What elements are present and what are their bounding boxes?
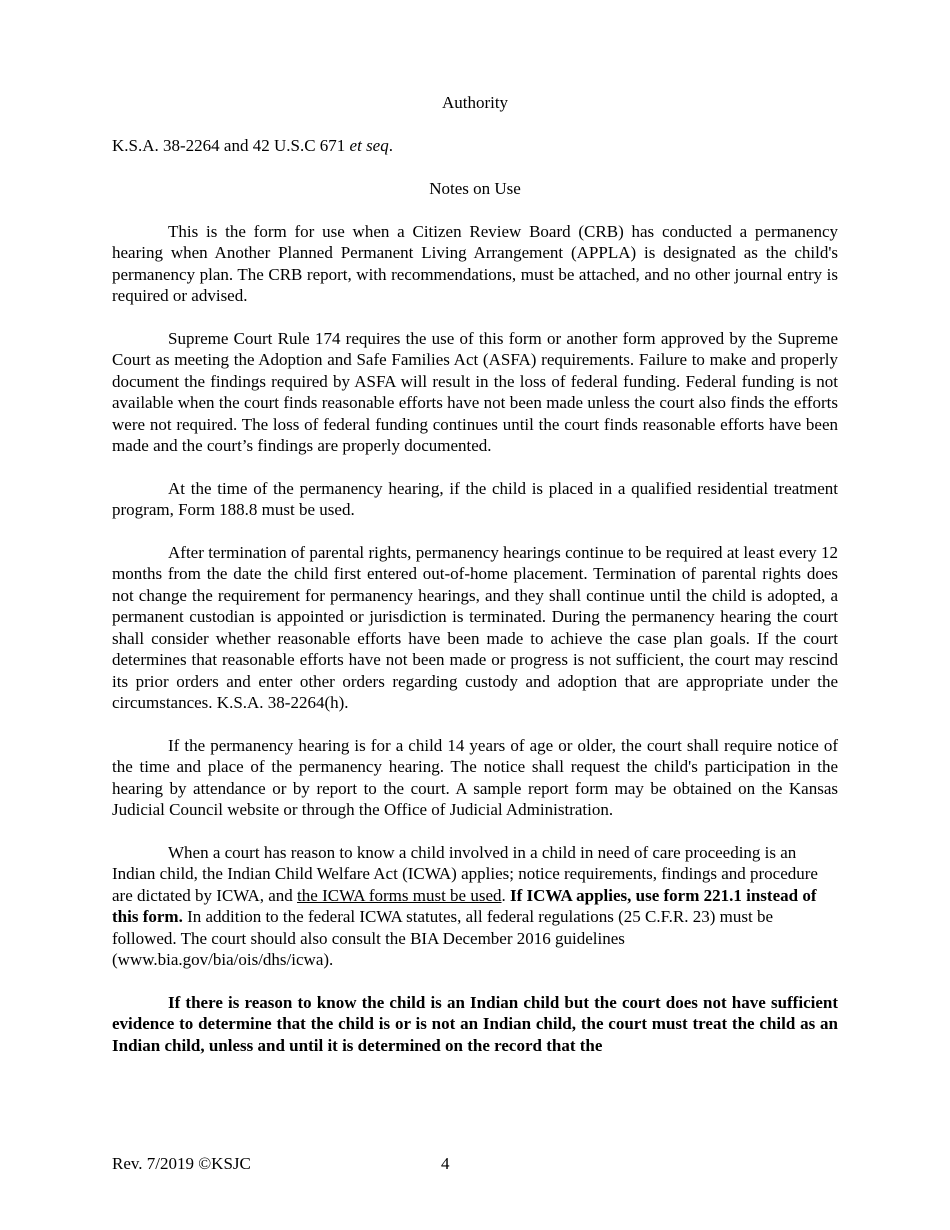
authority-citation-suffix: . (388, 136, 393, 155)
icwa-text-part3: In addition to the federal ICWA statutes, all federal regulations (25 C.F.R. 23) must be followed. The court should also consult the BIA December 2016 guidelines (www.bia.gov/bia/ois/dhs/icwa). (112, 907, 774, 969)
icwa-forms-underlined: the ICWA forms must be used (297, 885, 502, 905)
revision-label: Rev. 7/2019 ©KSJC (112, 1154, 251, 1173)
icwa-text-part1: When a court has reason to know a child involved in a child in need of care proceeding is an Indian child, the Indian Child Welfare Act (ICWA) applies; notice requirements, findings and procedure are dictated by ICWA, and (112, 842, 818, 905)
icwa-use-form-bold: If ICWA applies, use form 221.1 instead of this form. (112, 885, 817, 926)
paragraph-child-14-notice: If the permanency hearing is for a child 14 years of age or older, the court shall require notice of the time and place of the permanency hearing. The notice shall request the child's participation in the hearing by attendance or by report to the court. A sample report form may be obtained on the Kansas Judicial Council website or through the Office of Judicial Administration. (112, 735, 838, 819)
authority-citation (112, 135, 838, 157)
paragraph-supreme-court-rule: Supreme Court Rule 174 requires the use of this form or another form approved by the Supreme Court as meeting the Adoption and Safe Families Act (ASFA) requirements. Failure to make and properly document the findings required by ASFA will result in the loss of federal funding. Federal funding is not available when the court finds reasonable efforts have not been made unless the court also finds the efforts were not required. The loss of federal funding continues until the court finds reasonable efforts have been made and the court’s findings are properly documented. (112, 328, 838, 455)
icwa-text-part2: . (501, 885, 510, 905)
paragraph-reason-to-know-bold: If there is reason to know the child is an Indian child but the court does not have sufficient evidence to determine that the child is or is not an Indian child, the court must treat the child as an Indian child, unless and until it is determined on the record that the (112, 992, 838, 1055)
authority-citation-italic: et seq (349, 136, 389, 155)
notes-on-use-heading: Notes on Use (429, 178, 521, 198)
paragraph-icwa (112, 842, 838, 971)
authority-citation-text: K.S.A. 38-2264 and 42 U.S.C 671 (112, 136, 350, 155)
paragraph-crb-form: This is the form for use when a Citizen Review Board (CRB) has conducted a permanency hearing when Another Planned Permanent Living Arrangement (APPLA) is designated as the child's permanency plan. The CRB report, with recommendations, must be attached, and no other journal entry is required or advised. (112, 221, 838, 305)
document-page (112, 92, 838, 1056)
paragraph-termination-parental-rights: After termination of parental rights, permanency hearings continue to be required at least every 12 months from the date the child first entered out-of-home placement. Termination of parental rights does not change the requirement for permanency hearings, and they shall continue until the child is adopted, a permanent custodian is appointed or jurisdiction is terminated. During the permanency hearing the court shall consider whether reasonable efforts have been made to achieve the case plan goals. If the court determines that reasonable efforts have not been made or progress is not sufficient, the court may rescind its prior orders and enter other orders regarding custody and adoption that are appropriate under the circumstances. K.S.A. 38-2264(h). (112, 542, 838, 712)
page-footer (112, 1153, 838, 1175)
page-number: 4 (441, 1154, 450, 1173)
paragraph-qrtp: At the time of the permanency hearing, if the child is placed in a qualified residential treatment program, Form 188.8 must be used. (112, 478, 838, 519)
authority-heading: Authority (441, 93, 509, 112)
